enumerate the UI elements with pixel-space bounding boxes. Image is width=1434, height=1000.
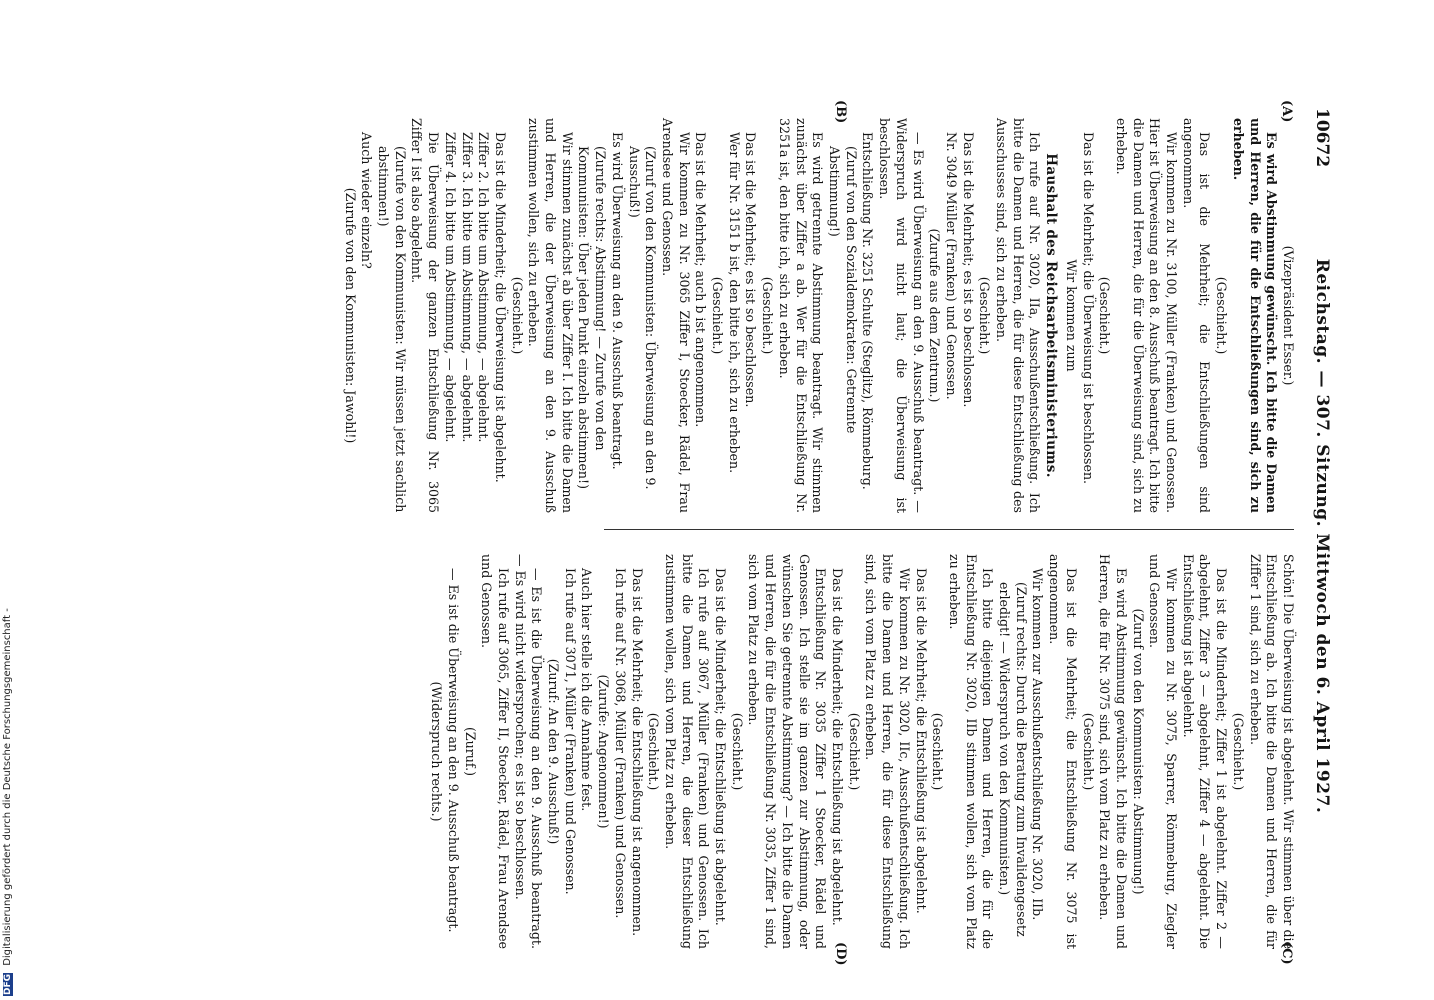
paragraph: Das ist die Minderheit; die Entschließung ist abgelehnt. — [713, 568, 729, 926]
margin-marker-a: (A) — [1279, 100, 1294, 123]
page-number: 10672 — [1312, 108, 1332, 168]
speaker-note: (Vizepräsident Esser.) — [1281, 245, 1296, 386]
paragraph: Entschließung Nr. 3035 Ziffer 1 Stoecker, Rädel und Genossen. Ich stelle sie im ganzen zur Abstimmung, oder wünschen Sie getrennte Abstimmung? — Ich bitte die Damen und Herren, die für die Entschließung Nr. 3035, Ziffer 1 sind, sich vom Platz zu erheben. — [746, 554, 829, 949]
paragraph: Entschließung Nr. 3251 Schulte (Steglitz), Römmeburg. — [860, 132, 876, 490]
stage-direction: (Geschieht.) — [977, 276, 993, 355]
paragraph: Das ist die Mehrheit; die Entschließung ist abgelehnt. — [913, 568, 929, 914]
paragraph: Ich rufe auf 3065, Ziffer II, Stoecker, Rädel, Frau Arendsee und Genossen. — [479, 554, 511, 949]
stage-direction: (Widerspruch rechts.) — [429, 681, 445, 822]
stage-direction: (Geschieht.) — [1097, 276, 1113, 355]
paragraph: — Es wird Überweisung an den 9. Ausschuß beantragt. — Widerspruch wird nicht laut; die Überweisung ist beschlossen. — [877, 118, 926, 513]
digitization-credit — [2, 606, 20, 996]
stage-direction: (Geschieht.) — [509, 276, 525, 355]
margin-marker-d: (D) — [833, 942, 848, 966]
rotated-page — [94, 96, 1334, 976]
paragraph: Es wird Abstimmung gewünscht. Ich bitte die Damen und Herren, die für die Entschließungen sind, sich zu erheben. — [1230, 118, 1280, 513]
paragraph: Wir stimmen zunächst ab über Ziffer I. Ich bitte die Damen und Herren, die der Überweisung an den 9. Ausschuß zustimmen wollen, sich zu erheben. — [526, 118, 575, 513]
paragraph: Schön! Die Überweisung ist abgelehnt. Wir stimmen über die Entschließung ab. Ich bitte die Damen und Herren, die für Ziffer 1 sind, sich zu erheben. — [1247, 554, 1296, 949]
paragraph: Auch hier stelle ich die Annahme fest. — [579, 568, 595, 812]
credit-text: Digitalisierung gefördert durch die Deutsche Forschungsgemeinschaft - — [2, 608, 13, 966]
stage-direction: (Zurufe aus dem Zentrum.) — [927, 228, 943, 403]
paragraph: — Es ist die Überweisung an den 9. Ausschuß beantragt. — Es wird nicht widersprochen; es ist so beschlossen. — [512, 554, 545, 949]
stage-direction: (Geschieht.) — [846, 712, 862, 791]
stage-direction: (Zuruf von den Kommunisten: Abstimmung!) — [1130, 608, 1146, 895]
page-header — [1308, 108, 1334, 964]
stage-direction: (Zurufe von den Kommunisten: Jawohl!) — [342, 187, 358, 444]
paragraph: Das ist die Mehrheit; die Entschließungen sind angenommen. — [1180, 118, 1213, 513]
stage-direction: (Geschieht.) — [1214, 276, 1230, 355]
paragraph: Ich bitte diejenigen Damen und Herren, die für die Entschließung Nr. 3020, IIb stimmen wollen, sich vom Platz zu erheben. — [946, 554, 996, 949]
paragraph: Es wird getrennte Abstimmung beantragt. Wir stimmen zunächst über Ziffer a ab. Wer für die Entschließung Nr. 3251a ist, den bitte ich, sich zu erheben. — [776, 118, 826, 513]
margin-marker-c: (C) — [1279, 942, 1294, 965]
stage-direction: (Zurufe: Angenommen!) — [596, 674, 612, 829]
right-column — [427, 554, 1296, 949]
paragraph: Es wird Abstimmung gewünscht. Ich bitte die Damen und Herren, die für Nr. 3075 sind, sich vom Platz zu erheben. — [1097, 554, 1129, 949]
dfg-logo: DFG — [3, 973, 13, 995]
paragraph: Das ist die Mehrheit; es ist so beschlossen. — [960, 132, 976, 408]
paragraph: Ziffer 2. Ich bitte um Abstimmung, — abgelehnt. — [476, 132, 492, 443]
column-divider — [604, 529, 1294, 530]
stage-direction: (Geschieht.) — [646, 712, 662, 791]
paragraph: Das ist die Minderheit; die Überweisung ist abgelehnt. — [492, 132, 508, 483]
stage-direction: (Geschieht.) — [729, 712, 745, 791]
paragraph: Wir kommen zu Nr. 3100, Müller (Franken) und Genossen. Hier ist Überweisung an den 8. Ausschuß beantragt. Ich bitte die Damen und Herren, die für die Überweisung sind, sich zu erheben. — [1113, 118, 1180, 513]
stage-direction: (Geschieht.) — [930, 712, 946, 791]
stage-direction: (Zuruf: An den 9. Ausschuß!) — [546, 658, 562, 845]
paragraph: — Es ist die Überweisung an den 9. Ausschuß beantragt. — [445, 568, 461, 933]
paragraph: Ich rufe auf Nr. 3020, IIa, Ausschußentschließung. Ich bitte die Damen und Herren, die für diese Entschließung des Ausschusses sind, sich zu erheben. — [994, 118, 1043, 513]
paragraph: Das ist die Mehrheit; die Entschließung Nr. 3075 ist angenommen. — [1047, 554, 1079, 949]
stage-direction: (Geschieht.) — [710, 276, 726, 355]
paragraph: Die Überweisung der ganzen Entschließung Nr. 3065 Ziffer I ist also abgelehnt. — [409, 118, 442, 513]
page-title: Reichstag. — 307. Sitzung. Mittwoch den 6. April 1927. — [1312, 258, 1332, 814]
stage-direction: (Zuruf rechts: Durch die Beratung zum Invalidengesetz erledigt! — Widerspruch von den Kommunisten.) — [997, 582, 1029, 937]
paragraph: Auch wieder einzeln? — [359, 132, 375, 269]
paragraph: Nr. 3049 Müller (Franken) und Genossen. — [943, 132, 959, 400]
paragraph: Das ist die Minderheit; die Entschließung ist abgelehnt. — [830, 568, 846, 926]
stage-direction: (Geschieht.) — [1080, 712, 1096, 791]
stage-direction: (Zuruf.) — [462, 726, 478, 777]
section-heading: Haushalt des Reichsarbeitsministeriums. — [1043, 153, 1060, 478]
paragraph: Das ist die Mehrheit; die Entschließung ist angenommen. — [629, 568, 645, 937]
paragraph: Ziffer 3. Ich bitte um Abstimmung, — abgelehnt. — [459, 132, 475, 443]
stage-direction: (Zuruf von den Sozialdemokraten: Getrennte Abstimmung!) — [827, 146, 859, 434]
paragraph: Das ist die Mehrheit; es ist so beschlossen. — [743, 132, 759, 408]
paragraph: Wer für Nr. 3151 b ist, den bitte ich, sich zu erheben. — [726, 132, 742, 474]
paragraph: Wir kommen zu Nr. 3075, Sparrer, Römmeburg, Ziegler und Genossen. — [1147, 554, 1180, 949]
margin-marker-b: (B) — [833, 100, 848, 124]
paragraph: Ich rufe auf 3067, Müller (Franken) und Genossen. Ich bitte die Damen und Herren, die dieser Entschließung zustimmen wollen, sich vom Platz zu erheben. — [662, 554, 712, 949]
paragraph: Ich rufe auf 3071, Müller (Franken) und Genossen. — [562, 568, 578, 895]
paragraph: Wir kommen zur Ausschußentschließung Nr. 3020, IIb. — [1030, 568, 1046, 921]
paragraph: Wir kommen zu Nr. 3065 Ziffer I, Stoecker, Rädel, Frau Arendsee und Genossen. — [659, 118, 692, 513]
stage-direction: (Zuruf von den Kommunisten: Überweisung an den 9. Ausschuß!) — [626, 146, 659, 490]
stage-direction: (Geschieht.) — [1230, 712, 1246, 791]
paragraph: Das ist die Minderheit; Ziffer 1 ist abgelehnt. Ziffer 2 — abgelehnt, Ziffer 3 — abgelehnt, Ziffer 4 — abgelehnt. Die Entschließung ist abgelehnt. — [1180, 554, 1230, 949]
stage-direction: (Zurufe von den Kommunisten: Wir müssen jetzt sachlich abstimmen!) — [376, 146, 408, 513]
paragraph: Das ist die Mehrheit; auch b ist angenommen. — [693, 132, 709, 428]
paragraph: Ich rufe auf Nr. 3068, Müller (Franken) und Genossen. — [612, 568, 628, 919]
paragraph: Ziffer 4. Ich bitte um Abstimmung, — abgelehnt. — [442, 132, 458, 443]
stage-direction: (Zurufe rechts: Abstimmung! — Zurufe von den Kommunisten: Über jeden Punkt einzeln abstimmen!) — [576, 146, 609, 490]
paragraph: Wir kommen zu Nr. 3020, IIc, Ausschußentschließung. Ich bitte die Damen und Herren, die für diese Entschließung sind, sich vom Platz zu erheben. — [863, 554, 912, 949]
left-column — [341, 118, 1296, 513]
paragraph: Das ist die Mehrheit; die Überweisung ist beschlossen. — [1080, 132, 1096, 485]
paragraph: Es wird Überweisung an den 9. Ausschuß beantragt. — [609, 132, 625, 470]
paragraph: Wir kommen zum — [1063, 259, 1079, 372]
stage-direction: (Geschieht.) — [760, 276, 776, 355]
